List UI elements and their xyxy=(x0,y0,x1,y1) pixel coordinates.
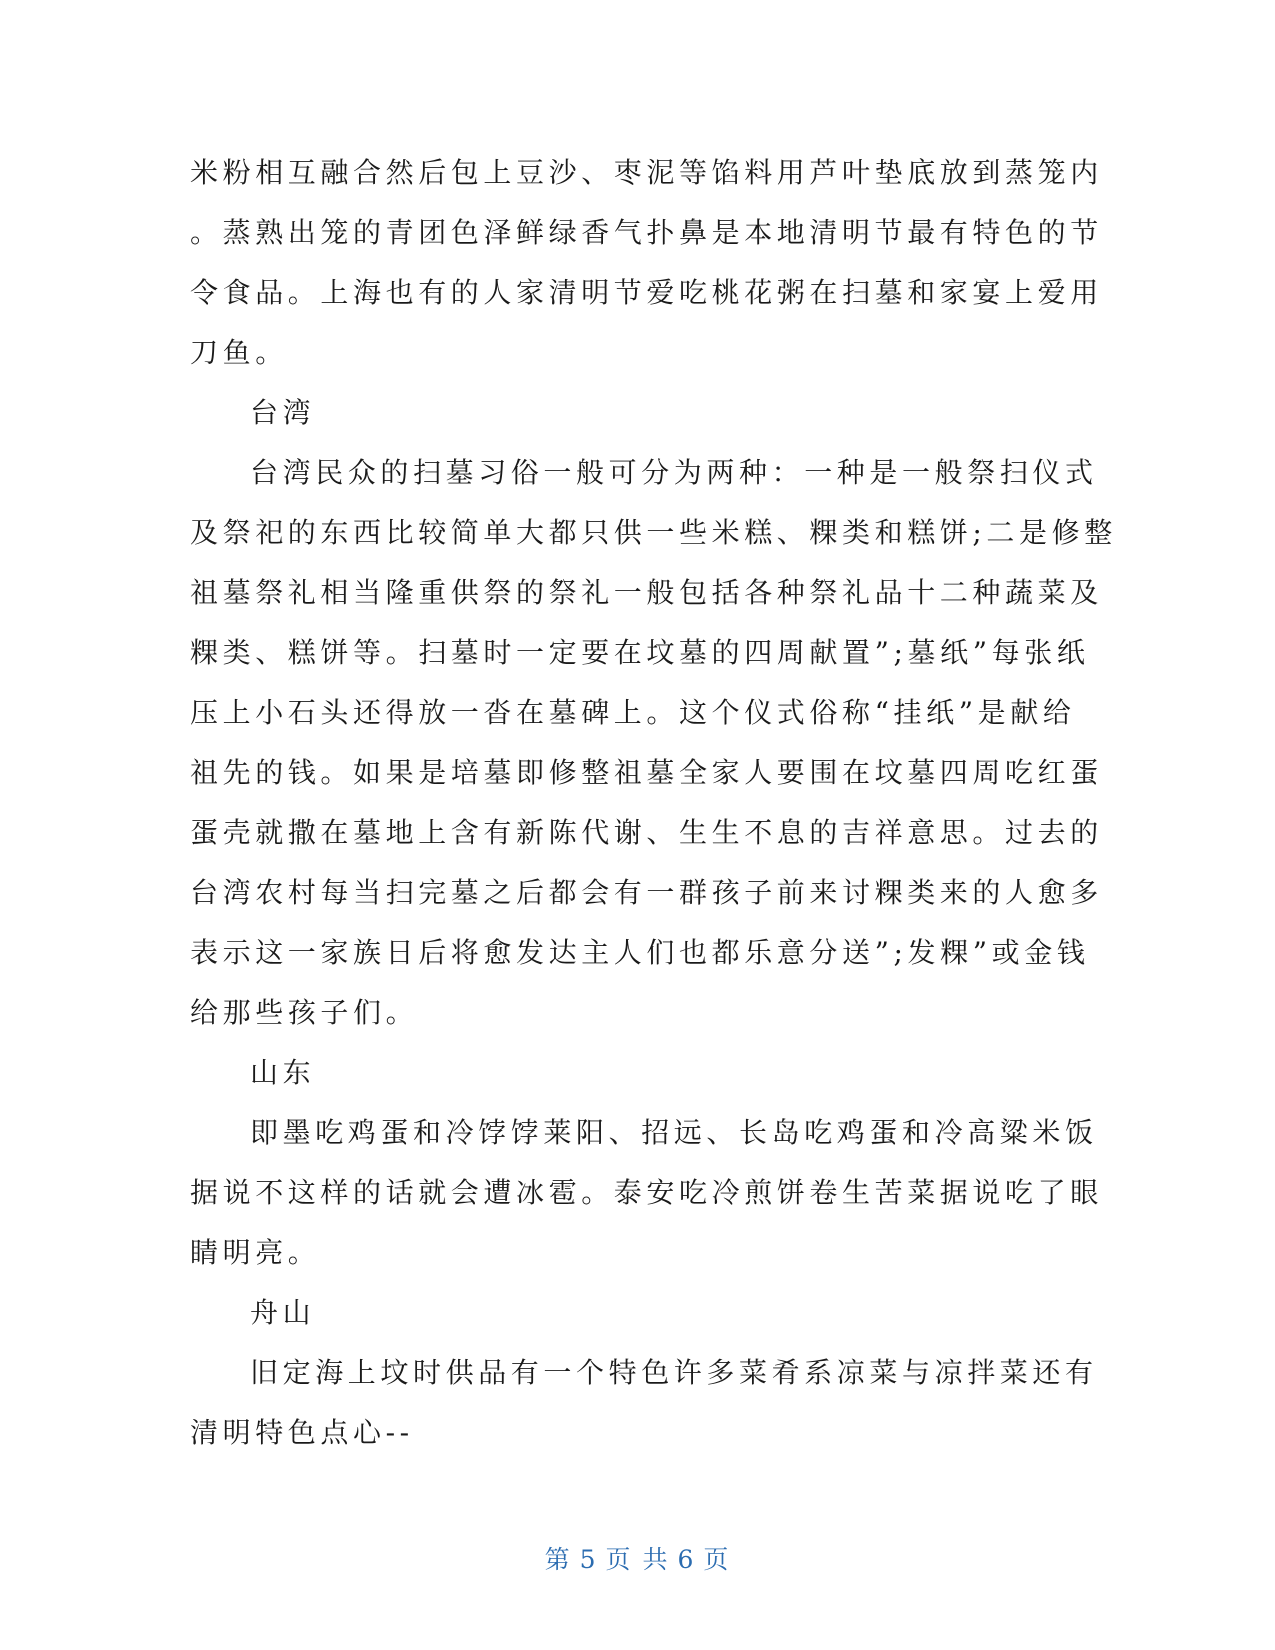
text-line: 压上小石头还得放一沓在墓碑上。这个仪式俗称“挂纸”是献给 xyxy=(190,696,1076,729)
text-line: 台湾民众的扫墓习俗一般可分为两种：一种是一般祭扫仪式 xyxy=(250,456,1098,489)
page-footer xyxy=(0,1540,1275,1576)
footer-page-number: 5 xyxy=(579,1545,598,1574)
text-line: 及祭祀的东西比较简单大都只供一些米糕、粿类和糕饼;二是修整 xyxy=(190,516,1117,549)
footer-mid: 页 共 xyxy=(605,1545,670,1574)
text-line: 。蒸熟出笼的青团色泽鲜绿香气扑鼻是本地清明节最有特色的节 xyxy=(190,216,1103,249)
section-heading-shandong: 山东 xyxy=(250,1056,316,1089)
footer-suffix: 页 xyxy=(703,1545,731,1574)
text-line: 刀鱼。 xyxy=(190,336,288,369)
text-line: 据说不这样的话就会遭冰雹。泰安吃冷煎饼卷生苦菜据说吃了眼 xyxy=(190,1176,1103,1209)
text-line: 表示这一家族日后将愈发达主人们也都乐意分送”;发粿”或金钱 xyxy=(190,936,1090,969)
body-text xyxy=(190,143,1117,1463)
text-line: 祖墓祭礼相当隆重供祭的祭礼一般包括各种祭礼品十二种蔬菜及 xyxy=(190,576,1103,609)
section-heading-zhoushan: 舟山 xyxy=(250,1296,316,1329)
text-line: 台湾农村每当扫完墓之后都会有一群孩子前来讨粿类来的人愈多 xyxy=(190,876,1103,909)
text-line: 粿类、糕饼等。扫墓时一定要在坟墓的四周献置”;墓纸”每张纸 xyxy=(190,636,1090,669)
text-line: 祖先的钱。如果是培墓即修整祖墓全家人要围在坟墓四周吃红蛋 xyxy=(190,756,1103,789)
text-line: 蛋壳就撒在墓地上含有新陈代谢、生生不息的吉祥意思。过去的 xyxy=(190,816,1103,849)
footer-total-pages: 6 xyxy=(677,1545,696,1574)
text-line: 旧定海上坟时供品有一个特色许多菜肴系凉菜与凉拌菜还有 xyxy=(250,1356,1098,1389)
text-line: 睛明亮。 xyxy=(190,1236,321,1269)
text-line: 令食品。上海也有的人家清明节爱吃桃花粥在扫墓和家宴上爱用 xyxy=(190,276,1103,309)
text-line: 给那些孩子们。 xyxy=(190,996,419,1029)
text-line: 清明特色点心-- xyxy=(190,1416,414,1449)
text-line: 米粉相互融合然后包上豆沙、枣泥等馅料用芦叶垫底放到蒸笼内 xyxy=(190,156,1103,189)
section-heading-taiwan: 台湾 xyxy=(250,396,316,429)
footer-prefix: 第 xyxy=(544,1545,572,1574)
text-line: 即墨吃鸡蛋和冷饽饽莱阳、招远、长岛吃鸡蛋和冷高粱米饭 xyxy=(250,1116,1098,1149)
